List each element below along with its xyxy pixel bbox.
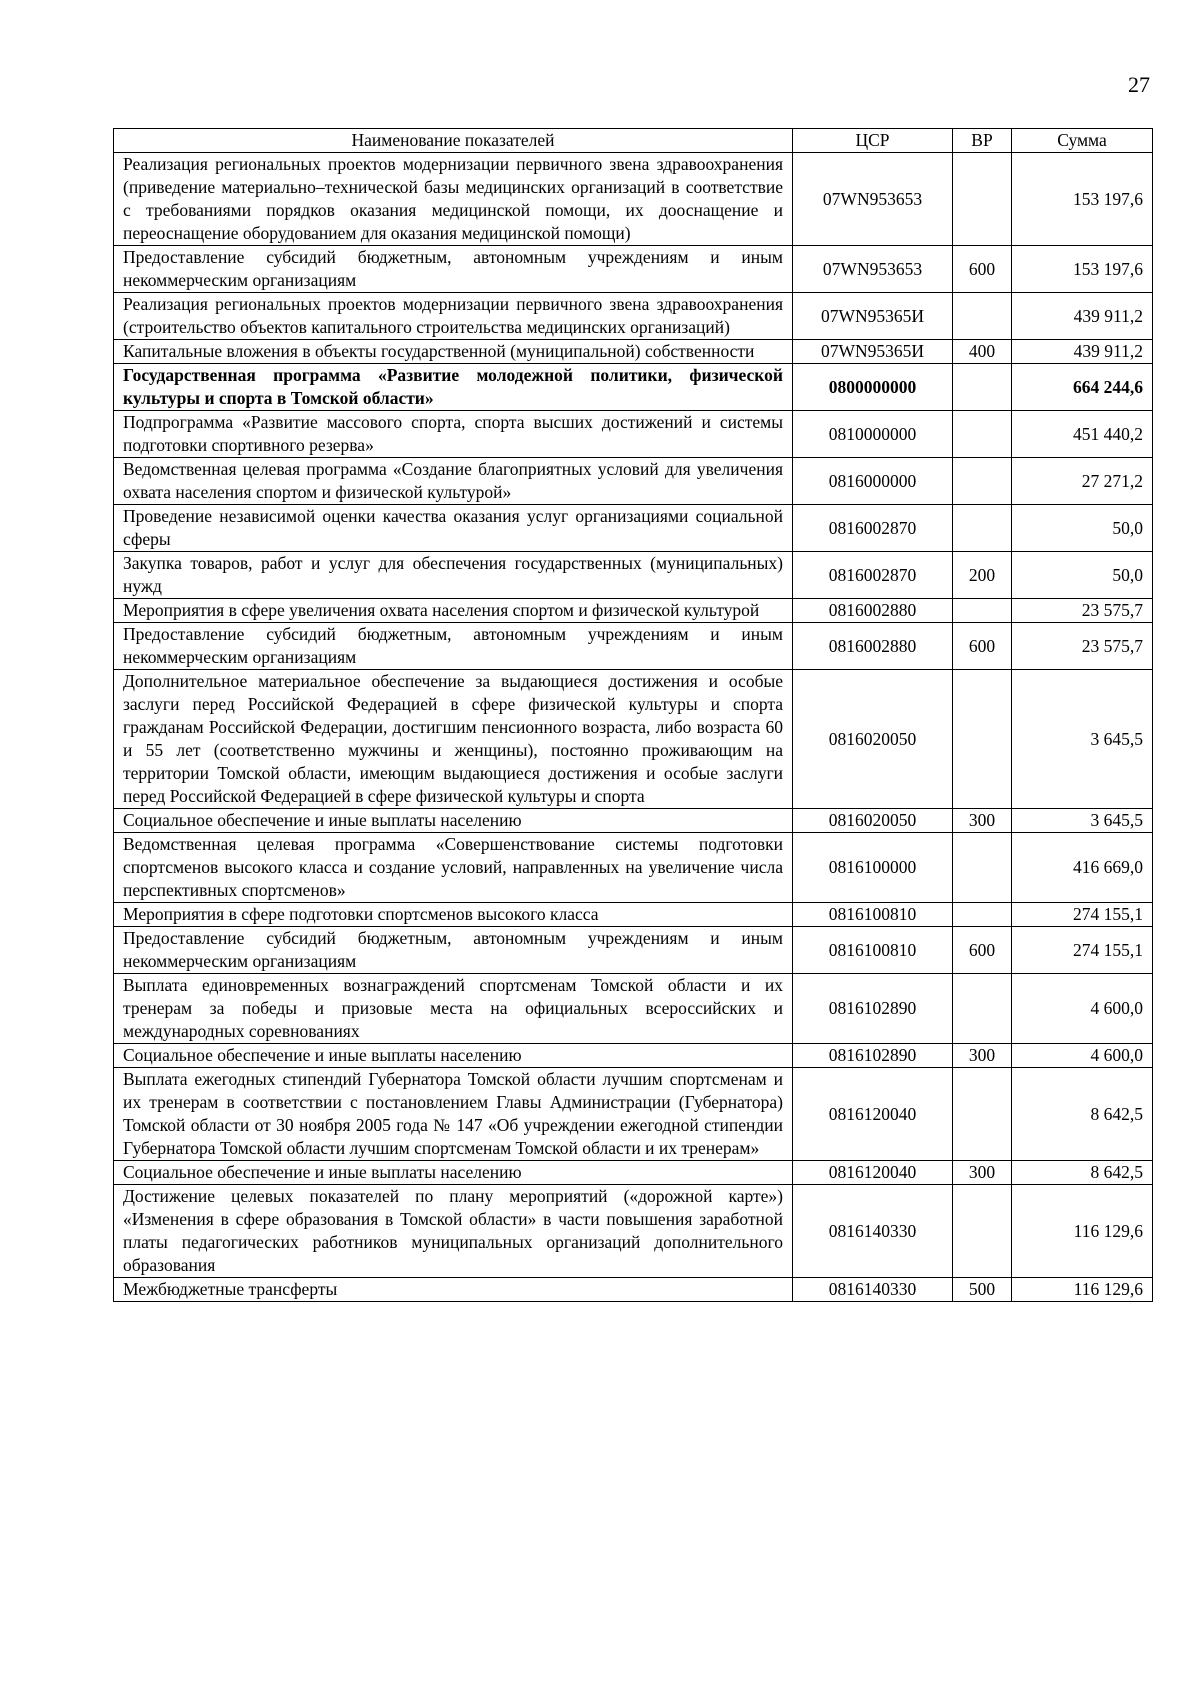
cell-name: Выплата ежегодных стипендий Губернатора Томской области лучшим спортсменам и их тренерам в соответствии с постановлением Главы Администрации (Губернатора) Томской области от 30 ноября 2005 года № 147 «Об учреждении ежегодной стипендии Губернатора Томской области лучшим спортсменам Томской области и их тренерам» (114, 1068, 793, 1161)
cell-vr (953, 670, 1012, 809)
cell-name: Ведомственная целевая программа «Создание благоприятных условий для увеличения охвата населения спортом и физической культурой» (114, 458, 793, 505)
header-name: Наименование показателей (114, 129, 793, 153)
cell-csr: 0800000000 (793, 364, 953, 411)
table-row (114, 1278, 1153, 1302)
cell-name: Реализация региональных проектов модернизации первичного звена здравоохранения (приведение материально–технической базы медицинских организаций в соответствие с требованиями порядков оказания медицинской помощи, их дооснащение и переоснащение оборудованием для оказания медицинской помощи) (114, 153, 793, 246)
cell-csr: 07WN95365И (793, 340, 953, 364)
cell-csr: 0816102890 (793, 1044, 953, 1068)
cell-csr: 0816120040 (793, 1161, 953, 1185)
cell-vr (953, 1185, 1012, 1278)
table-row (114, 153, 1153, 246)
cell-vr: 300 (953, 1161, 1012, 1185)
cell-vr (953, 903, 1012, 927)
table-row (114, 1185, 1153, 1278)
cell-vr: 600 (953, 246, 1012, 293)
cell-vr (953, 293, 1012, 340)
table-row (114, 599, 1153, 623)
cell-name: Закупка товаров, работ и услуг для обеспечения государственных (муниципальных) нужд (114, 552, 793, 599)
cell-sum: 116 129,6 (1012, 1185, 1153, 1278)
cell-sum: 4 600,0 (1012, 1044, 1153, 1068)
cell-vr: 500 (953, 1278, 1012, 1302)
cell-csr: 07WN95365И (793, 293, 953, 340)
cell-sum: 8 642,5 (1012, 1161, 1153, 1185)
cell-name: Достижение целевых показателей по плану мероприятий («дорожной карте») «Изменения в сфере образования в Томской области» в части повышения заработной платы педагогических работников муниципальных организаций дополнительного образования (114, 1185, 793, 1278)
cell-csr: 0816140330 (793, 1185, 953, 1278)
cell-vr (953, 1068, 1012, 1161)
cell-csr: 0816100000 (793, 833, 953, 903)
table-header-row (114, 129, 1153, 153)
table-row (114, 903, 1153, 927)
table-row (114, 364, 1153, 411)
table-row (114, 623, 1153, 670)
page-number: 27 (1128, 72, 1150, 97)
cell-vr: 300 (953, 1044, 1012, 1068)
cell-sum: 439 911,2 (1012, 293, 1153, 340)
cell-name: Выплата единовременных вознаграждений спортсменам Томской области и их тренерам за победы и призовые места на официальных всероссийских и международных соревнованиях (114, 974, 793, 1044)
table-row (114, 809, 1153, 833)
cell-vr: 200 (953, 552, 1012, 599)
header-sum: Сумма (1012, 129, 1153, 153)
table-row (114, 1044, 1153, 1068)
table-row (114, 246, 1153, 293)
cell-vr (953, 458, 1012, 505)
cell-name: Подпрограмма «Развитие массового спорта, спорта высших достижений и системы подготовки спортивного резерва» (114, 411, 793, 458)
cell-vr (953, 599, 1012, 623)
table-row (114, 293, 1153, 340)
cell-vr: 400 (953, 340, 1012, 364)
cell-sum: 4 600,0 (1012, 974, 1153, 1044)
table-row (114, 411, 1153, 458)
table-row (114, 505, 1153, 552)
header-csr: ЦСР (793, 129, 953, 153)
cell-csr: 0816000000 (793, 458, 953, 505)
cell-name: Социальное обеспечение и иные выплаты населению (114, 1161, 793, 1185)
table-row (114, 552, 1153, 599)
cell-sum: 274 155,1 (1012, 927, 1153, 974)
cell-csr: 0816100810 (793, 903, 953, 927)
table-body (114, 153, 1153, 1302)
cell-sum: 3 645,5 (1012, 809, 1153, 833)
cell-sum: 416 669,0 (1012, 833, 1153, 903)
cell-vr: 600 (953, 927, 1012, 974)
table-row (114, 1068, 1153, 1161)
cell-vr (953, 974, 1012, 1044)
cell-name: Предоставление субсидий бюджетным, автономным учреждениям и иным некоммерческим организациям (114, 246, 793, 293)
cell-sum: 50,0 (1012, 505, 1153, 552)
cell-name: Предоставление субсидий бюджетным, автономным учреждениям и иным некоммерческим организациям (114, 927, 793, 974)
cell-name: Социальное обеспечение и иные выплаты населению (114, 1044, 793, 1068)
cell-csr: 0816020050 (793, 809, 953, 833)
cell-vr (953, 411, 1012, 458)
cell-name: Предоставление субсидий бюджетным, автономным учреждениям и иным некоммерческим организациям (114, 623, 793, 670)
cell-name: Дополнительное материальное обеспечение за выдающиеся достижения и особые заслуги перед Российской Федерацией в сфере физической культуры и спорта гражданам Российской Федерации, достигшим пенсионного возраста, либо возраста 60 и 55 лет (соответственно мужчины и женщины), постоянно проживающим на территории Томской области, имеющим выдающиеся достижения и особые заслуги перед Российской Федерацией в сфере физической культуры и спорта (114, 670, 793, 809)
cell-csr: 0816020050 (793, 670, 953, 809)
cell-name: Социальное обеспечение и иные выплаты населению (114, 809, 793, 833)
cell-csr: 0816100810 (793, 927, 953, 974)
cell-sum: 274 155,1 (1012, 903, 1153, 927)
cell-csr: 0816140330 (793, 1278, 953, 1302)
cell-sum: 3 645,5 (1012, 670, 1153, 809)
cell-name: Мероприятия в сфере увеличения охвата населения спортом и физической культурой (114, 599, 793, 623)
cell-csr: 0816002880 (793, 623, 953, 670)
cell-sum: 153 197,6 (1012, 153, 1153, 246)
table-row (114, 458, 1153, 505)
cell-vr (953, 364, 1012, 411)
cell-csr: 0816002870 (793, 505, 953, 552)
cell-vr: 300 (953, 809, 1012, 833)
table-row (114, 833, 1153, 903)
cell-sum: 8 642,5 (1012, 1068, 1153, 1161)
cell-name: Капитальные вложения в объекты государственной (муниципальной) собственности (114, 340, 793, 364)
cell-sum: 23 575,7 (1012, 623, 1153, 670)
table-row (114, 974, 1153, 1044)
cell-vr: 600 (953, 623, 1012, 670)
cell-vr (953, 153, 1012, 246)
cell-name: Ведомственная целевая программа «Совершенствование системы подготовки спортсменов высокого класса и создание условий, направленных на увеличение числа перспективных спортсменов» (114, 833, 793, 903)
cell-sum: 23 575,7 (1012, 599, 1153, 623)
cell-csr: 0816102890 (793, 974, 953, 1044)
table-row (114, 927, 1153, 974)
cell-vr (953, 833, 1012, 903)
cell-sum: 664 244,6 (1012, 364, 1153, 411)
table-row (114, 1161, 1153, 1185)
cell-sum: 116 129,6 (1012, 1278, 1153, 1302)
cell-csr: 0810000000 (793, 411, 953, 458)
cell-csr: 07WN953653 (793, 246, 953, 293)
cell-name: Проведение независимой оценки качества оказания услуг организациями социальной сферы (114, 505, 793, 552)
cell-csr: 0816002870 (793, 552, 953, 599)
header-vr: ВР (953, 129, 1012, 153)
table-row (114, 670, 1153, 809)
cell-name: Государственная программа «Развитие молодежной политики, физической культуры и спорта в Томской области» (114, 364, 793, 411)
cell-csr: 0816120040 (793, 1068, 953, 1161)
cell-sum: 153 197,6 (1012, 246, 1153, 293)
budget-table (113, 128, 1153, 1302)
cell-csr: 07WN953653 (793, 153, 953, 246)
cell-name: Мероприятия в сфере подготовки спортсменов высокого класса (114, 903, 793, 927)
cell-sum: 27 271,2 (1012, 458, 1153, 505)
table-row (114, 340, 1153, 364)
cell-name: Межбюджетные трансферты (114, 1278, 793, 1302)
cell-name: Реализация региональных проектов модернизации первичного звена здравоохранения (строительство объектов капитального строительства медицинских организаций) (114, 293, 793, 340)
cell-sum: 439 911,2 (1012, 340, 1153, 364)
cell-vr (953, 505, 1012, 552)
cell-sum: 451 440,2 (1012, 411, 1153, 458)
cell-sum: 50,0 (1012, 552, 1153, 599)
cell-csr: 0816002880 (793, 599, 953, 623)
